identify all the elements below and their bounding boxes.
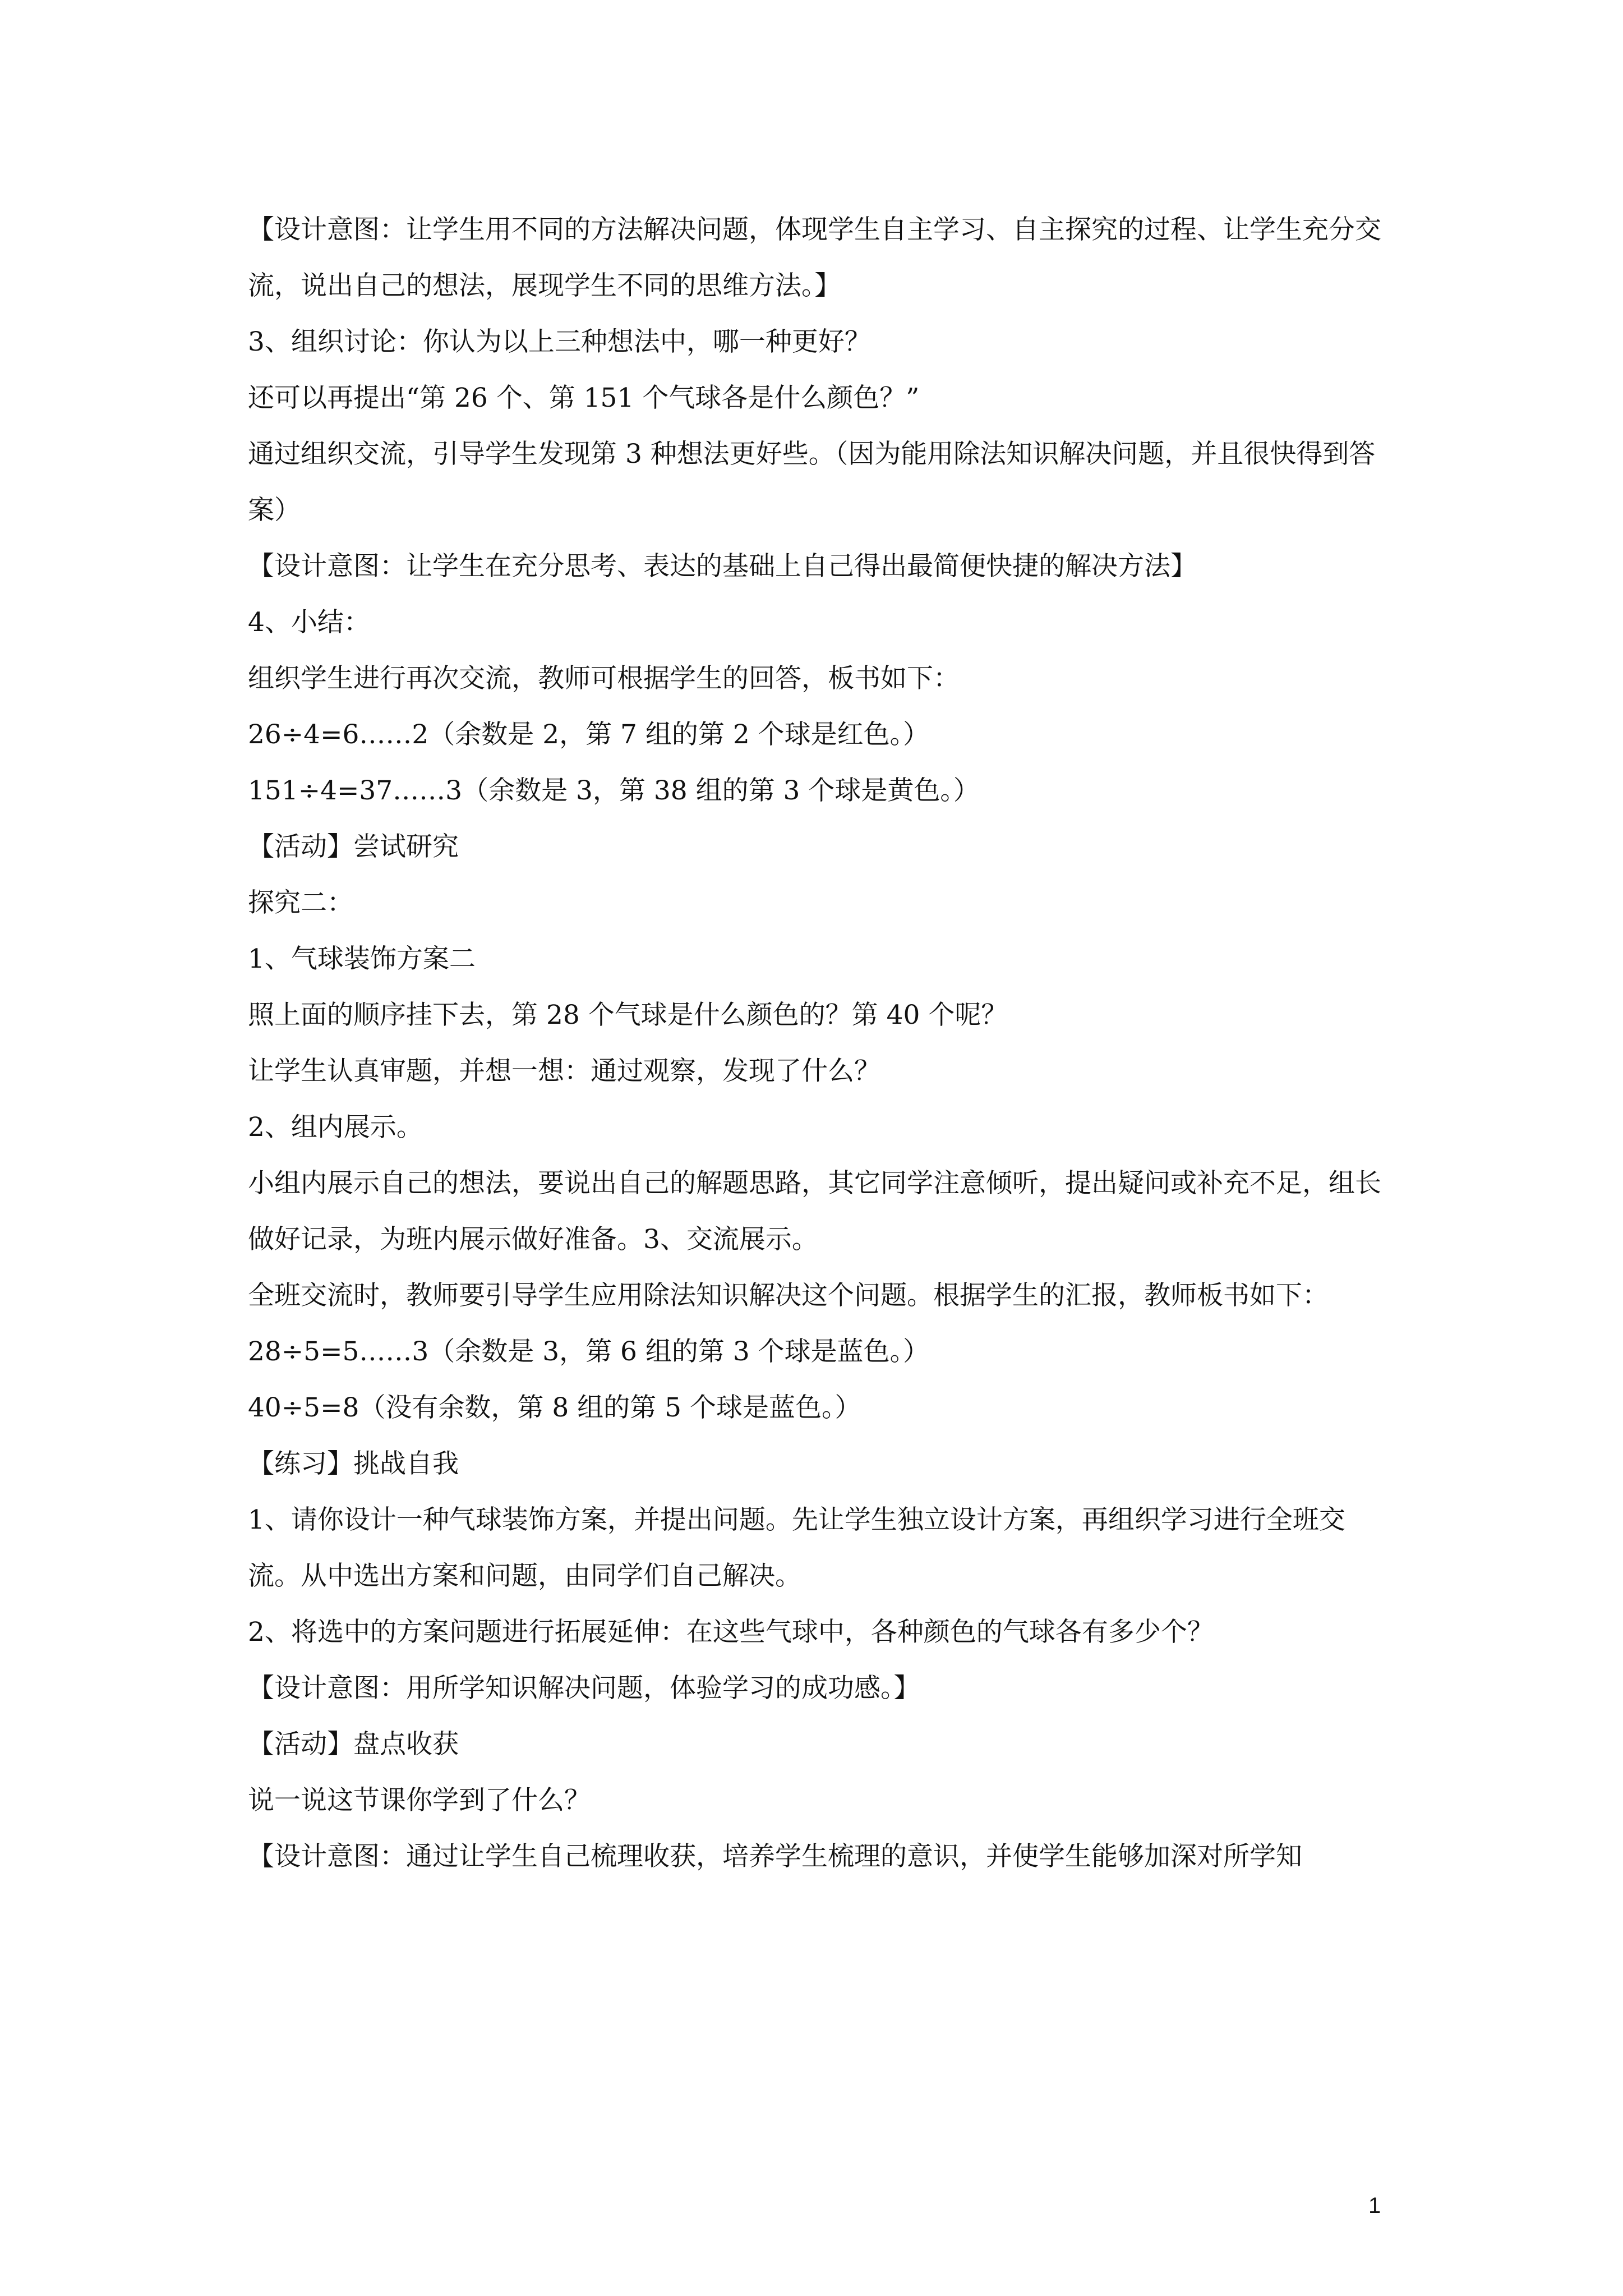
paragraph: 1、气球装饰方案二 <box>248 944 476 974</box>
paragraph: 组织学生进行再次交流，教师可根据学生的回答，板书如下： <box>248 663 960 694</box>
paragraph: 【活动】尝试研究 <box>248 831 459 862</box>
page-number: 1 <box>1368 2193 1381 2218</box>
document-body <box>248 202 1389 1885</box>
paragraph: 还可以再提出“第 26 个、第 151 个气球各是什么颜色？” <box>248 383 920 413</box>
paragraph: 28÷5=5……3（余数是 3，第 6 组的第 3 个球是蓝色。） <box>248 1336 930 1367</box>
paragraph: 【活动】盘点收获 <box>248 1729 459 1760</box>
paragraph: 说一说这节课你学到了什么？ <box>248 1785 591 1816</box>
paragraph: 全班交流时，教师要引导学生应用除法知识解决这个问题。根据学生的汇报，教师板书如下： <box>248 1280 1329 1311</box>
paragraph: 通过组织交流，引导学生发现第 3 种想法更好些。（因为能用除法知识解决问题，并且很快得到答案） <box>248 439 1376 526</box>
paragraph: 【设计意图：通过让学生自己梳理收获，培养学生梳理的意识，并使学生能够加深对所学知 <box>248 1841 1302 1872</box>
paragraph: 【设计意图：让学生在充分思考、表达的基础上自己得出最简便快捷的解决方法】 <box>248 551 1197 582</box>
paragraph: 让学生认真审题，并想一想：通过观察，发现了什么？ <box>248 1056 880 1087</box>
paragraph: 3、组织讨论：你认为以上三种想法中，哪一种更好？ <box>248 326 871 357</box>
paragraph: 151÷4=37……3（余数是 3，第 38 组的第 3 个球是黄色。） <box>248 775 980 806</box>
paragraph: 26÷4=6……2（余数是 2，第 7 组的第 2 个球是红色。） <box>248 719 930 750</box>
paragraph: 4、小结： <box>248 607 370 638</box>
paragraph: 【练习】挑战自我 <box>248 1448 459 1479</box>
paragraph: 2、组内展示。 <box>248 1112 423 1143</box>
paragraph: 照上面的顺序挂下去，第 28 个气球是什么颜色的？第 40 个呢？ <box>248 1000 1008 1030</box>
paragraph: 40÷5=8（没有余数，第 8 组的第 5 个球是蓝色。） <box>248 1392 861 1423</box>
paragraph: 1、请你设计一种气球装饰方案，并提出问题。先让学生独立设计方案，再组织学习进行全班交流。从中选出方案和问题，由同学们自己解决。 <box>248 1504 1345 1591</box>
paragraph: 2、将选中的方案问题进行拓展延伸：在这些气球中，各种颜色的气球各有多少个？ <box>248 1617 1214 1648</box>
paragraph: 【设计意图：用所学知识解决问题，体验学习的成功感。】 <box>248 1673 920 1704</box>
paragraph: 小组内展示自己的想法，要说出自己的解题思路，其它同学注意倾听，提出疑问或补充不足，组长做好记录，为班内展示做好准备。3、交流展示。 <box>248 1168 1381 1255</box>
paragraph: 探究二： <box>248 887 353 918</box>
paragraph: 【设计意图：让学生用不同的方法解决问题，体现学生自主学习、自主探究的过程、让学生充分交流，说出自己的想法，展现学生不同的思维方法。】 <box>248 214 1381 301</box>
